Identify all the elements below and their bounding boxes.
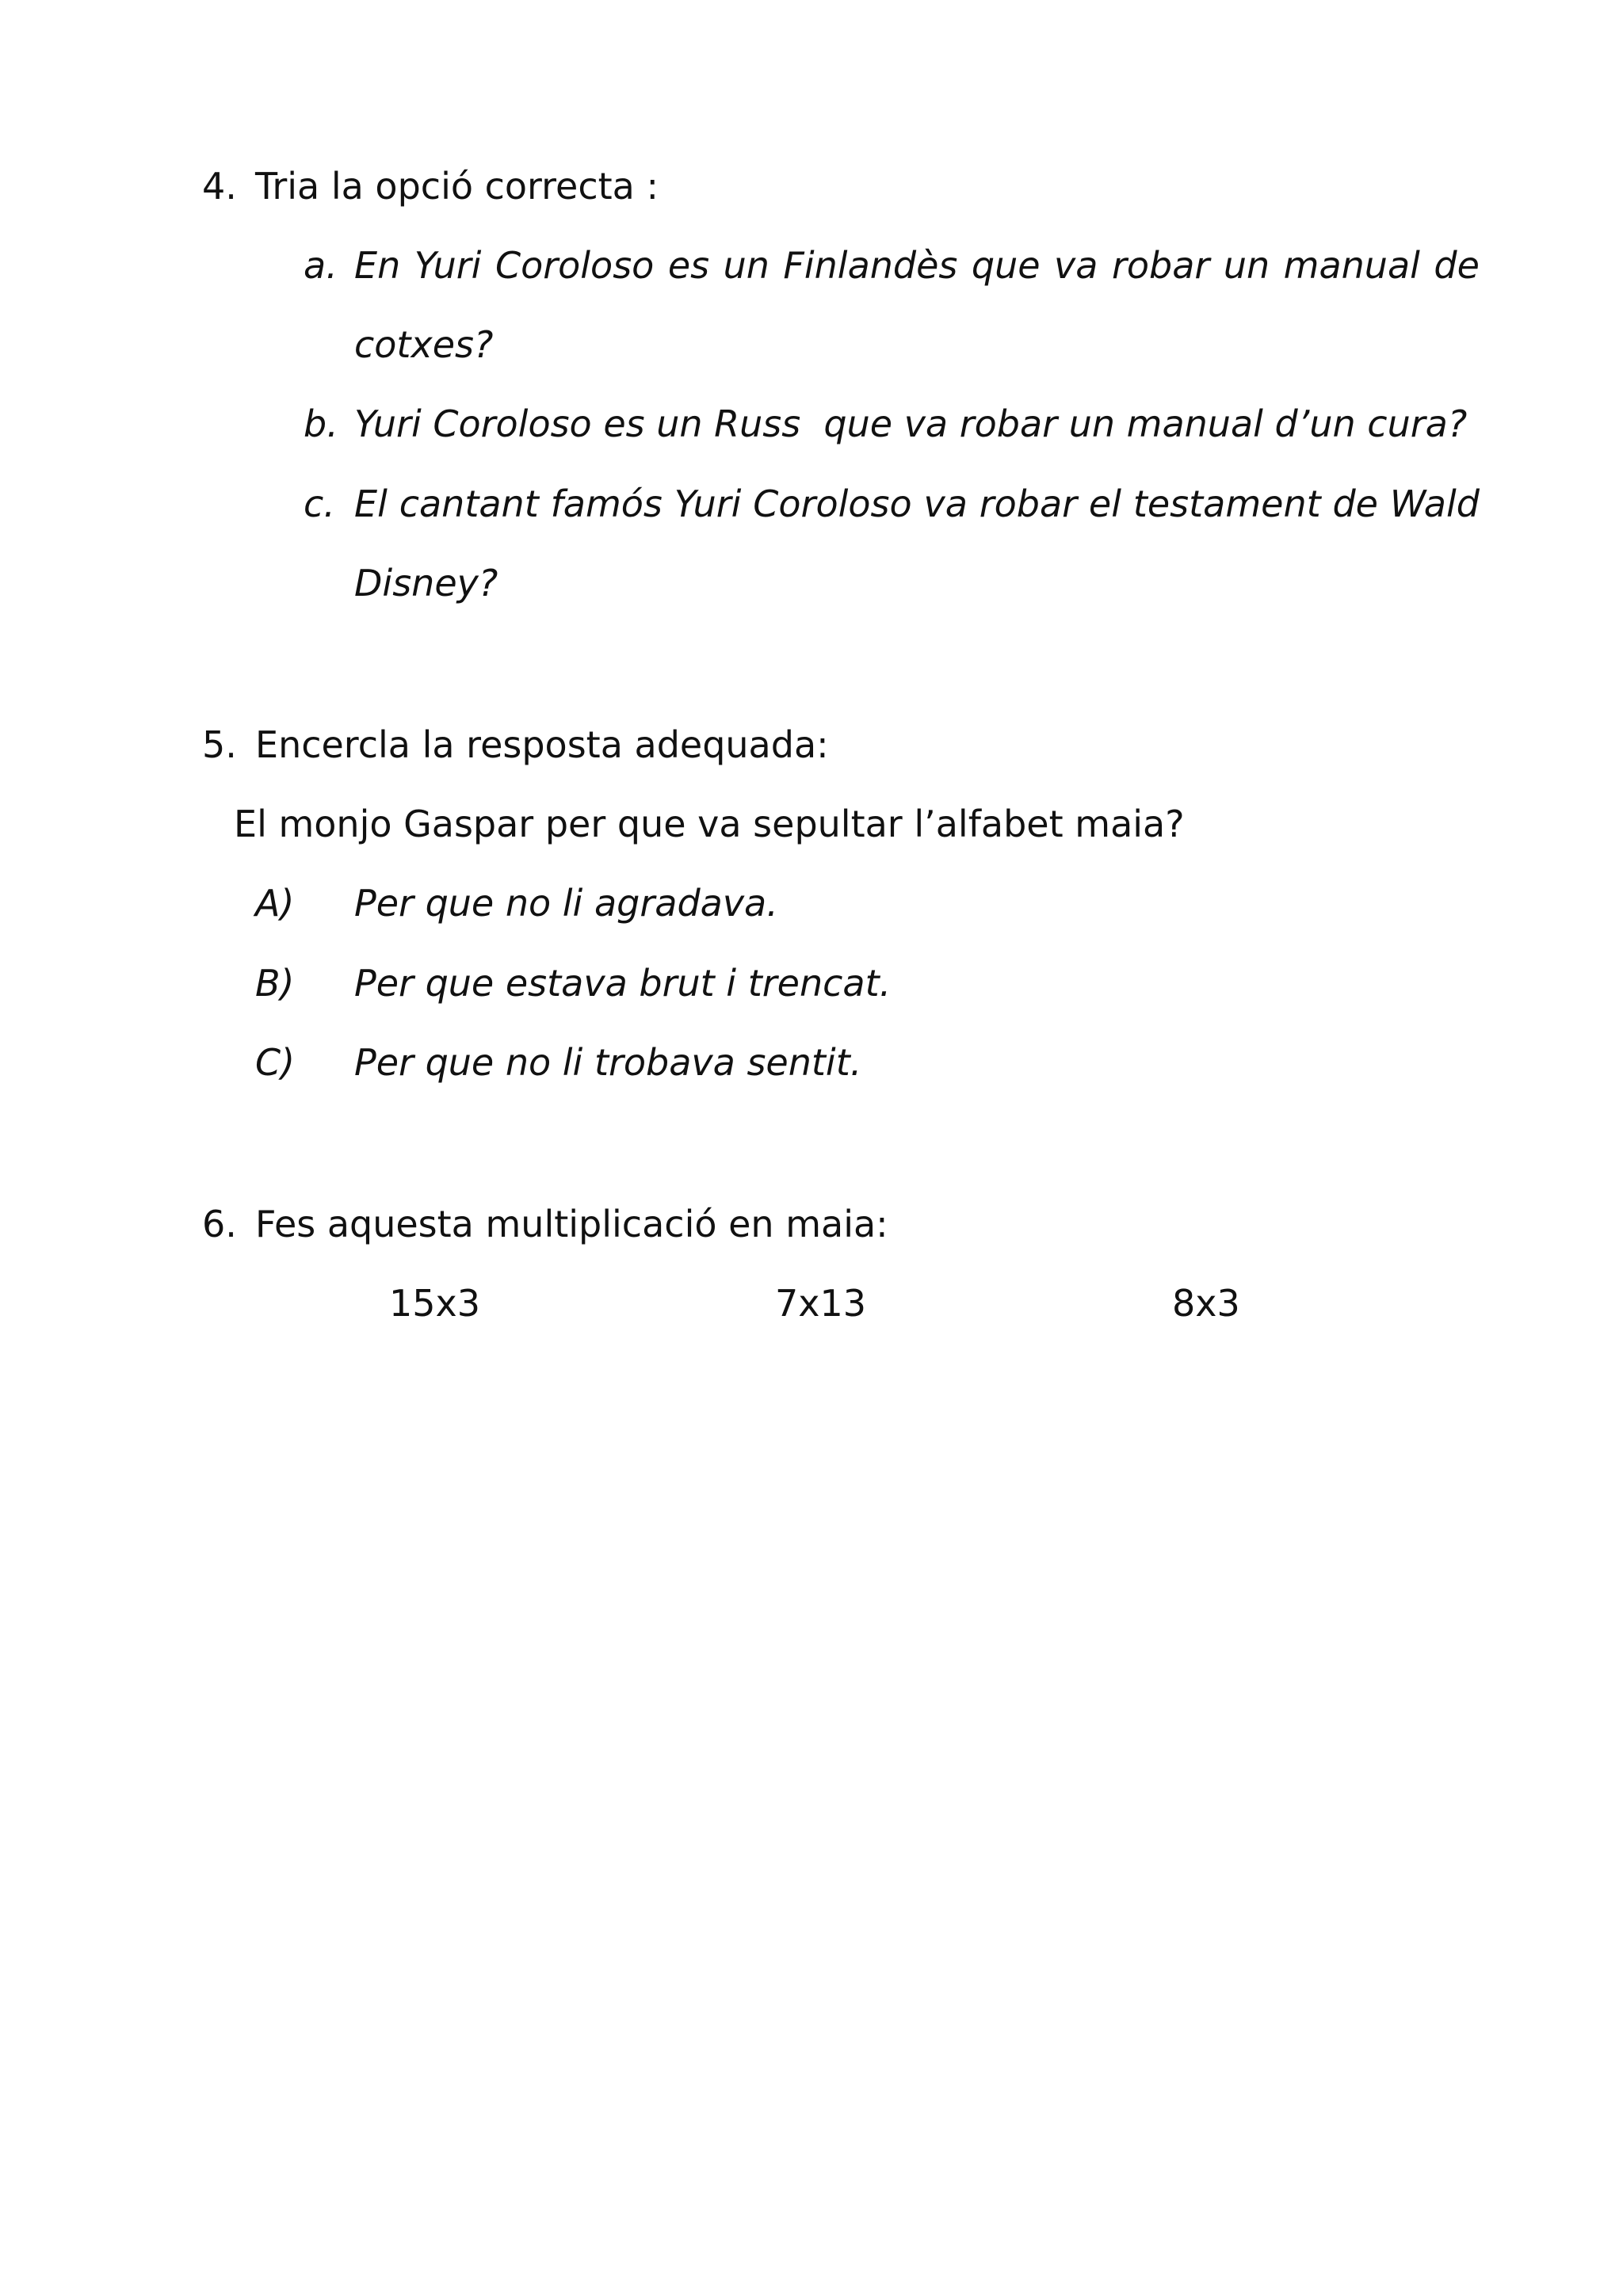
q6-number: 6. (202, 1203, 237, 1245)
q5-option-a-letter: A) (255, 882, 295, 925)
q5-option-b-letter: B) (255, 962, 295, 1005)
q5-option-a-text: Per que no li agradava. (354, 882, 778, 925)
q4-option-b-letter: b. (304, 402, 338, 445)
q4-number: 4. (202, 165, 237, 208)
q5-option-c-text: Per que no li trobava sentit. (354, 1041, 862, 1084)
q5-title: Encercla la resposta adequada: (255, 723, 829, 766)
q4-option-a-letter: a. (304, 244, 338, 287)
q5-option-b-text: Per que estava brut i trencat. (354, 962, 892, 1005)
q4-option-a-line2: cotxes? (354, 323, 494, 366)
q6-item-3: 8x3 (1172, 1282, 1240, 1325)
q4-option-c-line1: El cantant famós Yuri Coroloso va robar el testament de Wald (354, 482, 1480, 525)
q4-title: Tria la opció correcta : (255, 165, 659, 208)
q5-option-c-letter: C) (255, 1041, 296, 1084)
q4-option-c-letter: c. (304, 482, 335, 525)
q4-option-b-text: Yuri Coroloso es un Russ que va robar un manual d’un cura? (354, 402, 1468, 445)
q5-number: 5. (202, 723, 237, 766)
q6-title: Fes aquesta multiplicació en maia: (255, 1203, 888, 1245)
q4-option-c-line2: Disney? (354, 562, 498, 605)
q6-item-2: 7x13 (775, 1282, 867, 1325)
q4-option-a-line1: En Yuri Coroloso es un Finlandès que va robar un manual de (354, 244, 1480, 287)
q5-question: El monjo Gaspar per que va sepultar l’alfabet maia? (234, 803, 1185, 845)
q6-item-1: 15x3 (389, 1282, 481, 1325)
